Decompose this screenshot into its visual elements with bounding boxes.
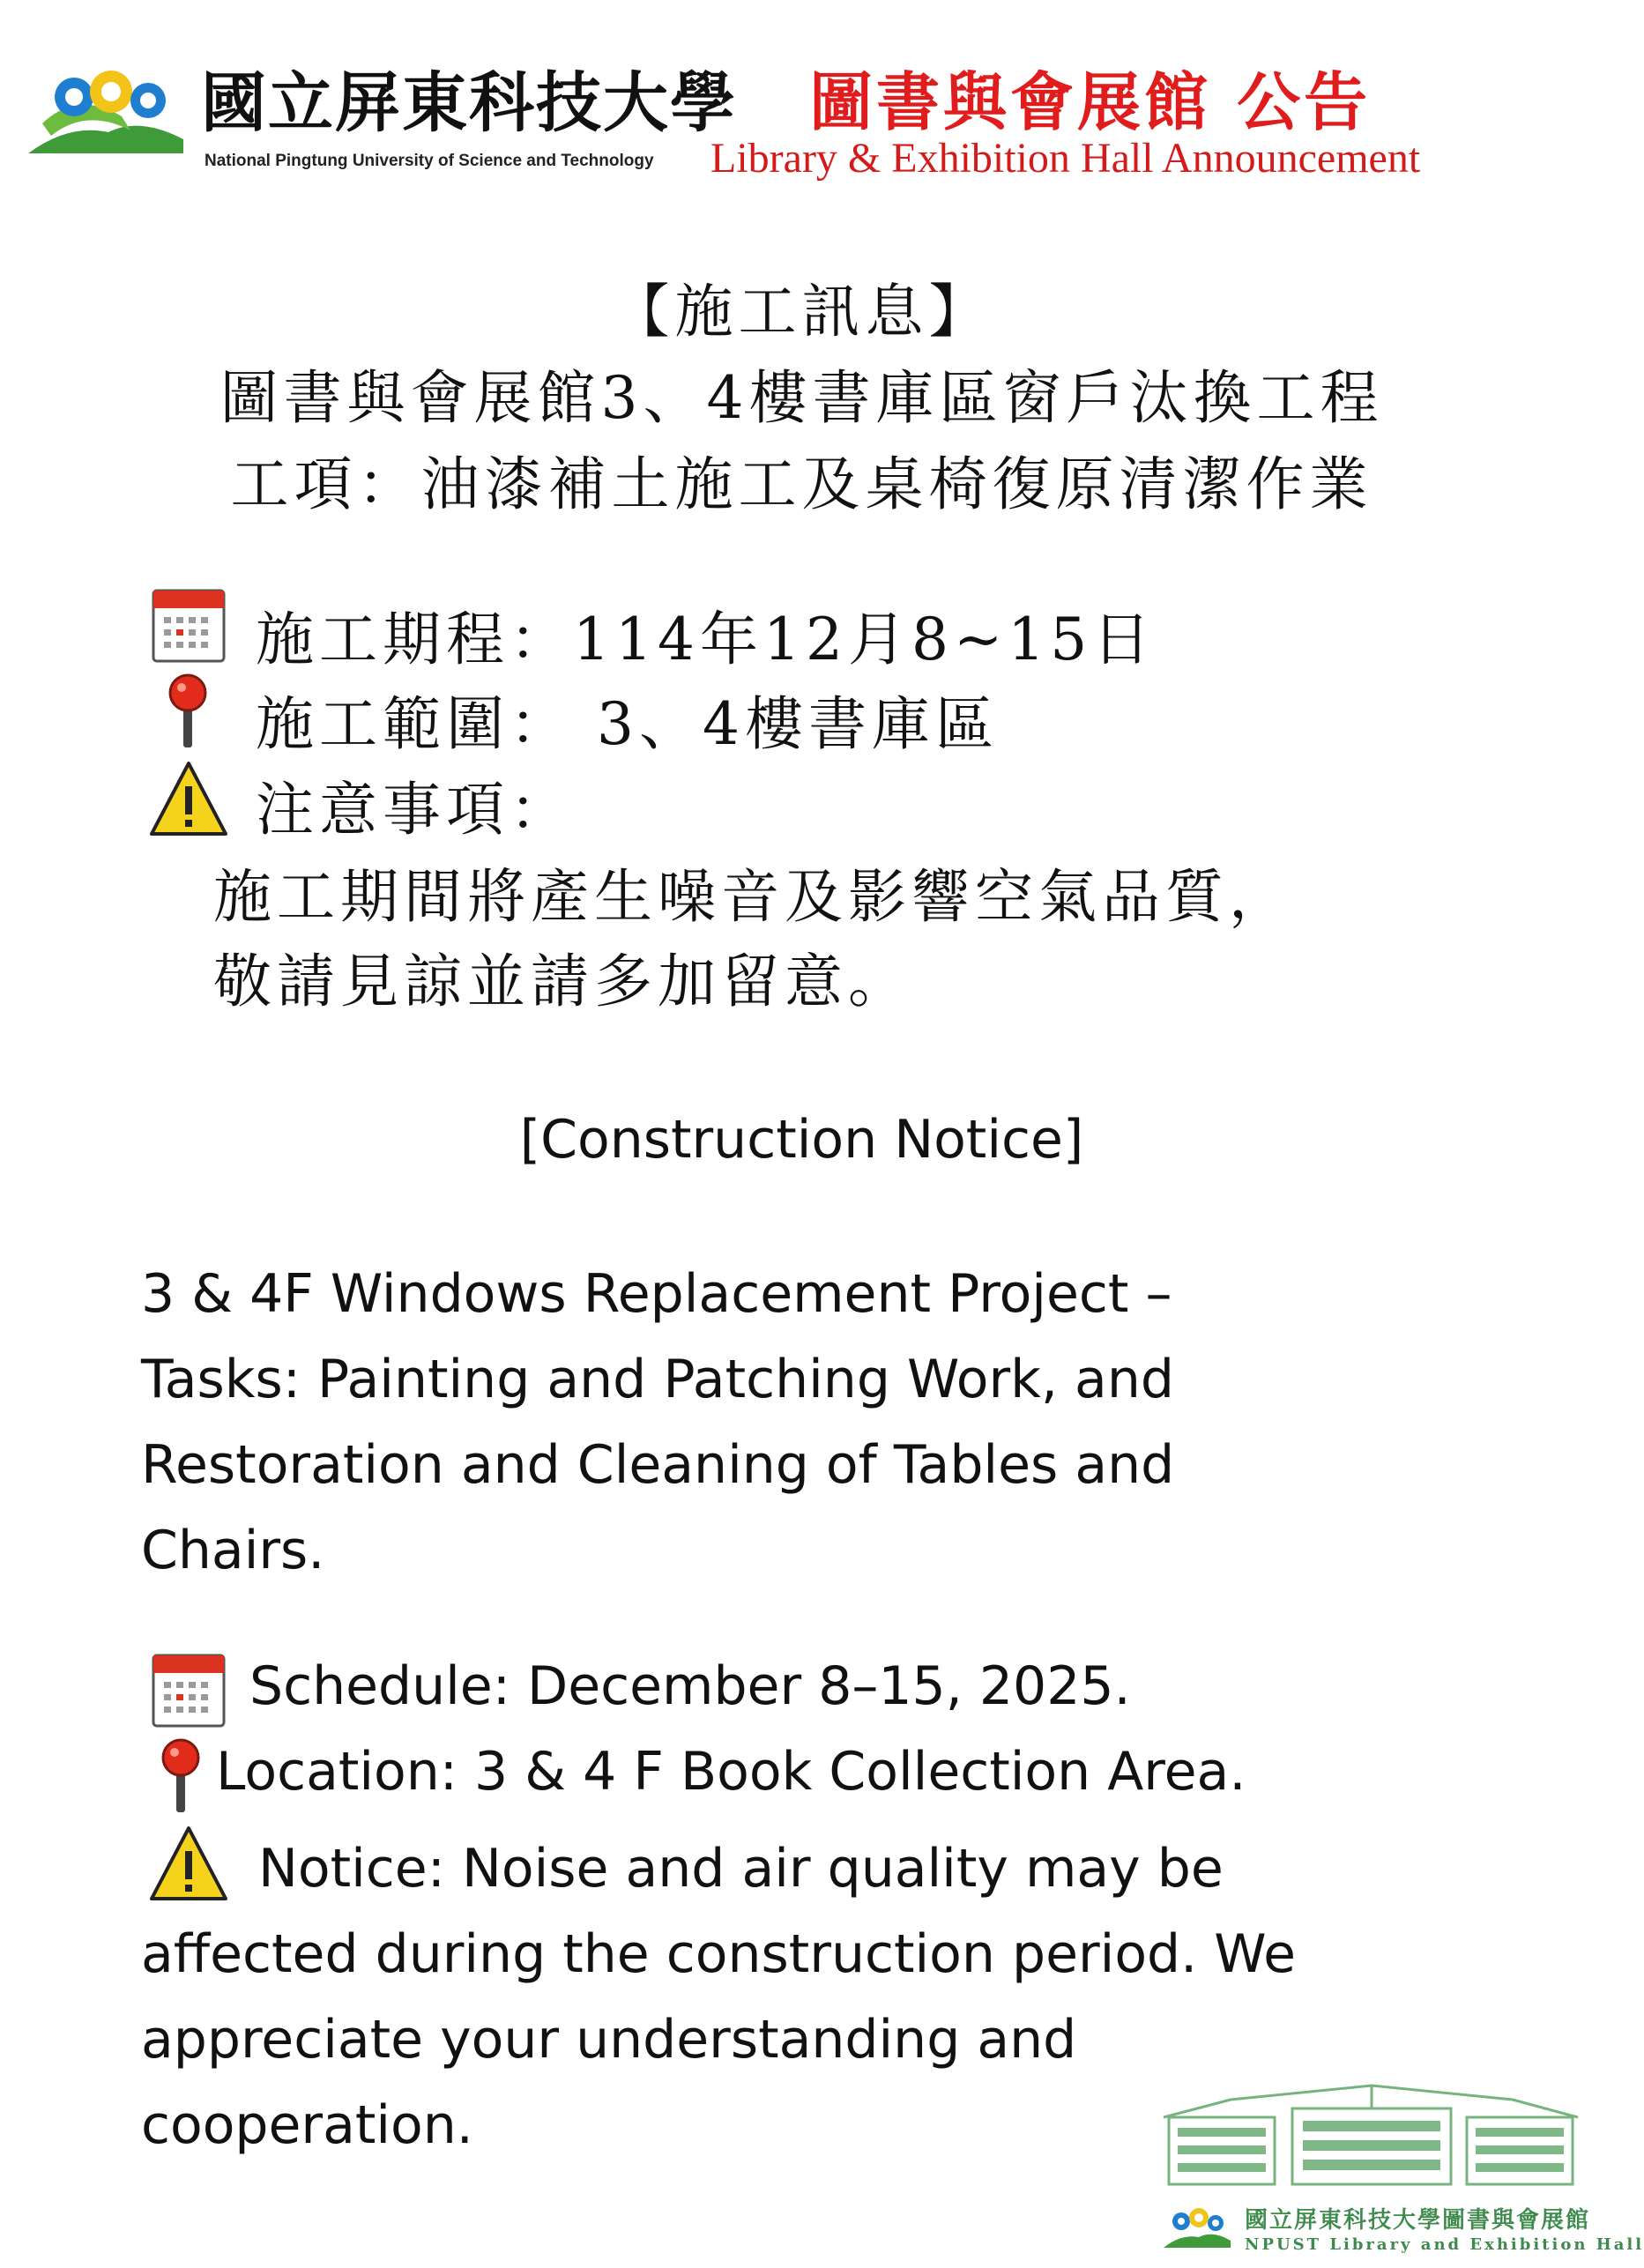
footer-name-zh: 國立屏東科技大學圖書與會展館 bbox=[1245, 2207, 1591, 2234]
university-name-en: National Pingtung University of Science and Technology bbox=[205, 152, 654, 170]
calendar-icon bbox=[148, 1650, 229, 1731]
zh-project-title: 圖書與會展館3、4樓書庫區窗戶汰換工程 bbox=[219, 364, 1384, 432]
en-heading: [Construction Notice] bbox=[519, 1109, 1084, 1171]
zh-notice-label: 注意事項： bbox=[256, 776, 573, 844]
zh-location: 施工範圍： 3、4樓書庫區 bbox=[256, 690, 999, 758]
footer-name-en: NPUST Library and Exhibition Hall bbox=[1245, 2235, 1644, 2254]
pushpin-icon bbox=[141, 1735, 222, 1816]
npust-logo-icon bbox=[25, 55, 188, 160]
calendar-icon bbox=[148, 585, 229, 666]
npust-logo-small-icon bbox=[1162, 2200, 1232, 2249]
en-notice: Notice: Noise and air quality may be affected during the construction period. We appreciate your understanding and cooperation. bbox=[141, 1838, 1296, 2156]
en-schedule: Schedule: December 8–15, 2025. bbox=[249, 1655, 1131, 1717]
en-project-description: 3 & 4F Windows Replacement Project – Tasks: Painting and Patching Work, and Restoration and Cleaning of Tables and Chairs. bbox=[141, 1263, 1175, 1581]
university-name-zh: 國立屏東科技大學 bbox=[201, 65, 737, 141]
zh-notice-line-1: 施工期間將產生噪音及影響空氣品質， bbox=[213, 863, 1292, 931]
zh-task-line: 工項：油漆補土施工及桌椅復原清潔作業 bbox=[230, 450, 1373, 518]
en-location: Location: 3 & 4 F Book Collection Area. bbox=[216, 1741, 1246, 1803]
zh-notice-line-2: 敬請見諒並請多加留意。 bbox=[213, 948, 911, 1015]
zh-schedule: 施工期程：114年12月8~15日 bbox=[256, 606, 1157, 673]
pushpin-icon bbox=[148, 670, 229, 751]
library-building-icon bbox=[1160, 2082, 1581, 2188]
zh-heading: 【施工訊息】 bbox=[611, 278, 993, 346]
announcement-title-en: Library & Exhibition Hall Announcement bbox=[710, 135, 1421, 182]
announcement-title-zh: 圖書與會展館 公告 bbox=[809, 64, 1372, 139]
warning-icon bbox=[148, 758, 229, 839]
